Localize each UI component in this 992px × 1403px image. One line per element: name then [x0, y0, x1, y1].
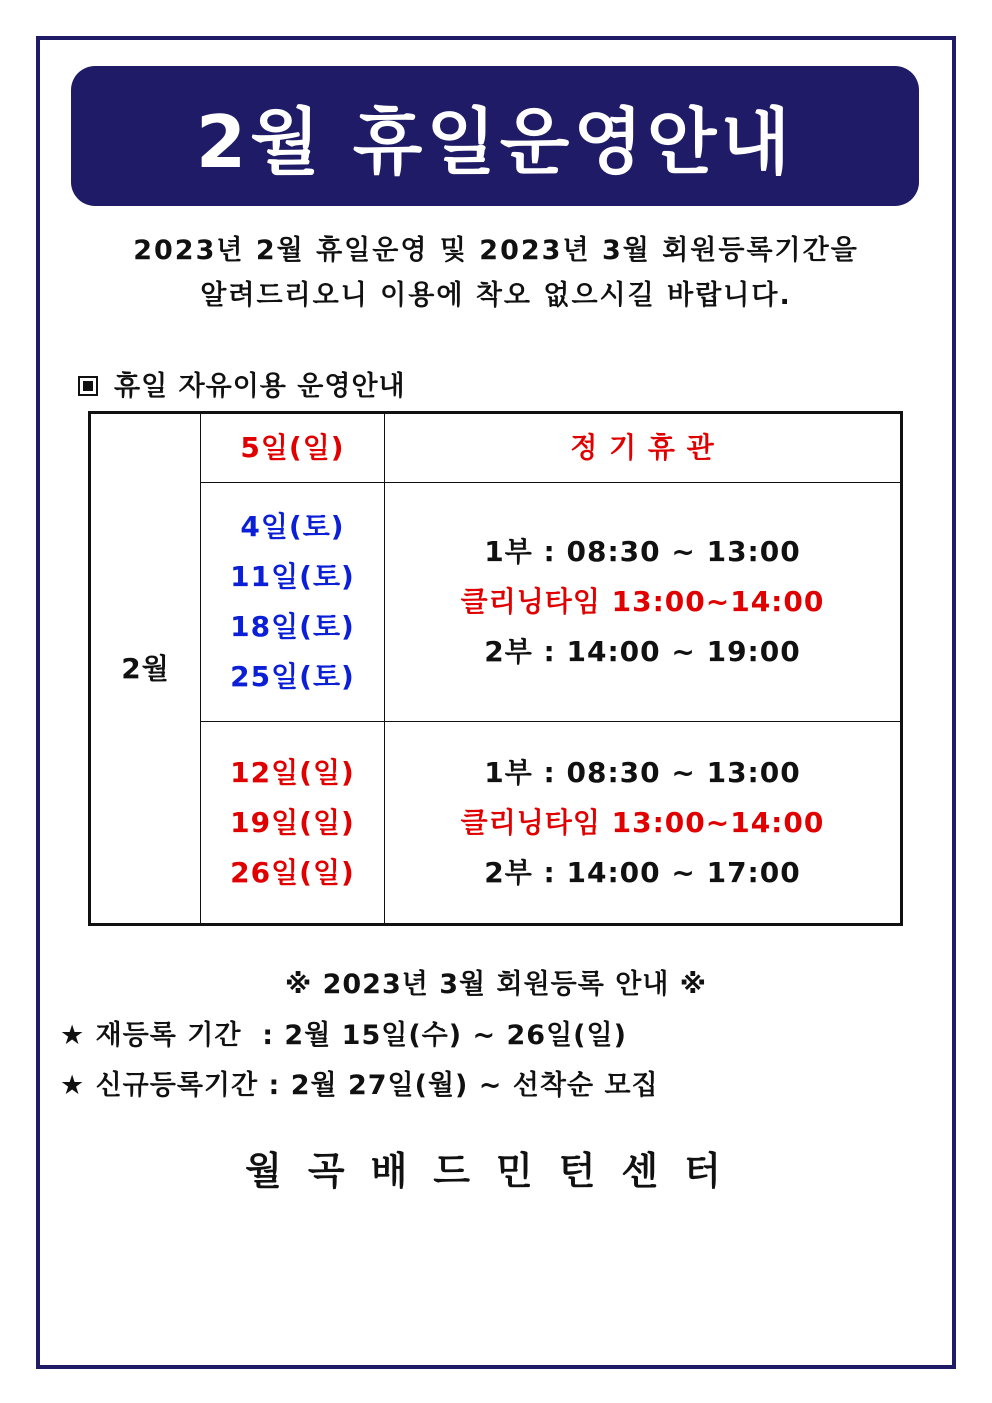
cleaning-time: 클리닝타임 13:00~14:00 [460, 805, 825, 839]
sunday-schedule [385, 722, 902, 925]
closed-label: 정 기 휴 관 [385, 413, 902, 483]
session-1: 1부 : 08:30 ~ 13:00 [484, 755, 801, 789]
intro-line-2: 알려드리오니 이용에 착오 없으시길 바랍니다. [200, 280, 792, 311]
date: 18일(토) [230, 610, 355, 643]
saturday-schedule [385, 483, 902, 722]
date: 12일(일) [230, 755, 355, 789]
page-title: 2월 휴일운영안내 [71, 66, 919, 206]
schedule-table [88, 411, 903, 926]
session-2: 2부 : 14:00 ~ 17:00 [484, 855, 801, 889]
re-registration-period: ★ 재등록 기간 : 2월 15일(수) ~ 26일(일) [60, 1020, 627, 1051]
intro-line-1: 2023년 2월 휴일운영 및 2023년 3월 회원등록기간을 [133, 235, 859, 266]
session-1: 1부 : 08:30 ~ 13:00 [484, 535, 801, 568]
date: 26일(일) [230, 855, 355, 889]
date: 4일(토) [240, 510, 345, 543]
date: 19일(일) [230, 805, 355, 839]
sunday-dates [201, 722, 385, 925]
date: 11일(토) [230, 560, 355, 593]
date: 25일(토) [230, 660, 355, 693]
session-2: 2부 : 14:00 ~ 19:00 [484, 635, 801, 668]
section-heading-text: 휴일 자유이용 운영안내 [114, 371, 406, 402]
organization-name: 월곡배드민턴센터 [245, 1149, 747, 1193]
cleaning-time: 클리닝타임 13:00~14:00 [460, 585, 825, 618]
registration-heading: ※ 2023년 3월 회원등록 안내 ※ [284, 969, 708, 1000]
closed-date: 5일(일) [201, 413, 385, 483]
square-bullet-icon [78, 376, 98, 396]
section-heading [78, 364, 406, 403]
month-cell: 2월 [90, 413, 201, 925]
new-registration-period: ★ 신규등록기간 : 2월 27일(월) ~ 선착순 모집 [60, 1070, 659, 1101]
saturday-dates [201, 483, 385, 722]
